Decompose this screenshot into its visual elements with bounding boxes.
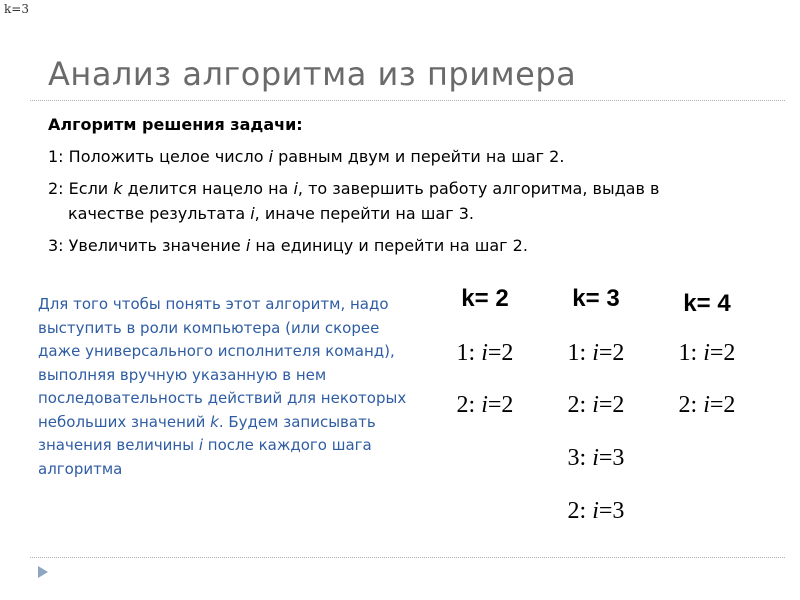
corner-label: k=3 (4, 2, 29, 16)
play-arrow-icon[interactable] (38, 566, 48, 578)
trace-value: =2 (487, 392, 514, 418)
trace-variable: i (592, 445, 599, 471)
step-text: на единицу и перейти на шаг 2. (250, 236, 528, 255)
trace-column-header (551, 285, 641, 313)
k-value: = 3 (585, 285, 620, 312)
trace-column-k4 (662, 290, 752, 540)
step-variable: i (245, 236, 251, 255)
step-text: Увеличить значение (63, 236, 246, 255)
trace-value: =3 (598, 445, 625, 471)
step-variable: i (268, 147, 274, 166)
k-label: k (461, 285, 475, 312)
step-num: 2: (456, 392, 482, 418)
algorithm-step-1 (48, 144, 768, 169)
trace-row (551, 445, 641, 472)
step-variable: i (250, 204, 255, 223)
step-num: 1: (567, 340, 593, 366)
trace-variable: i (592, 340, 599, 366)
trace-variable: i (703, 392, 710, 418)
step-num: 2: (678, 392, 704, 418)
step-number: 2: (48, 179, 64, 198)
trace-column-header (662, 290, 752, 318)
step-text: Если (63, 179, 114, 198)
note-text: Для того чтобы понять этот алгоритм, надо выступить в роли компьютера (или скорее даже универсального исполнителя команд), выполняя вручную указанную в нем последовательность действий для некоторых небольших значений (38, 295, 407, 431)
step-text: , иначе перейти на шаг 3. (254, 204, 474, 223)
note-text: после каждого шага алгоритма (38, 436, 372, 478)
note-variable-k: k (210, 412, 219, 431)
trace-column-header (440, 285, 530, 313)
trace-row (551, 340, 641, 367)
trace-column-k3 (551, 285, 641, 535)
step-num: 2: (567, 498, 593, 524)
trace-value: =2 (598, 340, 625, 366)
k-value: = 2 (474, 285, 509, 312)
bottom-divider (30, 557, 785, 558)
trace-row (662, 340, 752, 367)
algorithm-heading: Алгоритм решения задачи: (48, 115, 303, 134)
trace-variable: i (703, 340, 710, 366)
trace-row (662, 392, 752, 419)
trace-value: =2 (598, 392, 625, 418)
step-text: делится нацело на (122, 179, 294, 198)
trace-row (551, 498, 641, 525)
trace-column-k2 (440, 285, 530, 535)
k-value: = 4 (696, 290, 731, 317)
step-text: качестве результата (68, 204, 251, 223)
step-num: 1: (678, 340, 704, 366)
trace-row (551, 392, 641, 419)
step-num: 2: (567, 392, 593, 418)
trace-value: =2 (709, 340, 736, 366)
trace-value: =2 (487, 340, 514, 366)
step-variable: k (113, 179, 123, 198)
algorithm-step-2 (48, 176, 768, 226)
algorithm-block (48, 112, 768, 265)
trace-variable: i (481, 392, 488, 418)
step-text: Положить целое число (63, 147, 269, 166)
note-text: . Будем записывать значения величины (38, 412, 376, 454)
note-variable-i: i (198, 436, 204, 454)
trace-value: =3 (598, 498, 625, 524)
trace-value: =2 (709, 392, 736, 418)
trace-variable: i (592, 498, 599, 524)
trace-variable: i (592, 392, 599, 418)
step-num: 3: (567, 445, 593, 471)
k-label: k (683, 290, 697, 317)
k-label: k (572, 285, 586, 312)
step-number: 1: (48, 147, 64, 166)
step-text: равным двум и перейти на шаг 2. (273, 147, 565, 166)
title-divider (30, 100, 785, 101)
slide-title: Анализ алгоритма из примера (48, 55, 577, 93)
step-text: , то завершить работу алгоритма, выдав в (297, 179, 660, 198)
step-variable: i (293, 179, 298, 198)
trace-variable: i (481, 340, 488, 366)
explanation-note (38, 293, 423, 481)
trace-row (440, 392, 530, 419)
step-num: 1: (456, 340, 482, 366)
algorithm-step-3 (48, 233, 768, 258)
trace-row (440, 340, 530, 367)
step-number: 3: (48, 236, 64, 255)
